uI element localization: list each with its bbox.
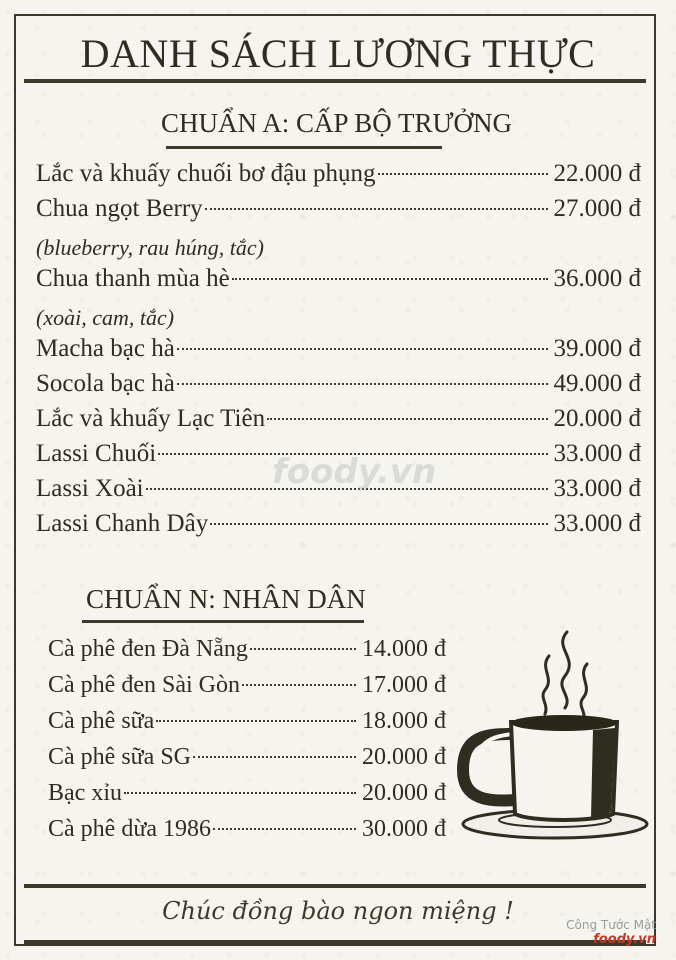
list-item [48, 672, 446, 708]
dot-leader [124, 792, 356, 794]
item-price: 20.000 đ [362, 780, 446, 806]
item-price: 33.000 đ [553, 510, 641, 537]
title-divider [24, 79, 646, 83]
menu-title: DANH SÁCH LƯƠNG THỰC [80, 31, 596, 76]
list-item [36, 265, 641, 300]
list-item [36, 195, 641, 230]
item-name: Cà phê đen Sài Gòn [48, 672, 240, 698]
item-name: Chua thanh mùa hè [36, 265, 230, 292]
list-item [48, 636, 446, 672]
item-name: Cà phê dừa 1986 [48, 816, 211, 842]
item-note: (xoài, cam, tắc) [36, 305, 175, 330]
list-item [36, 370, 641, 405]
item-price: 22.000 đ [553, 160, 641, 187]
dot-leader [210, 523, 547, 525]
item-name: Lắc và khuấy Lạc Tiên [36, 405, 266, 432]
item-name: Cà phê sữa SG [48, 744, 191, 770]
footer-divider-top [24, 884, 646, 888]
item-price: 14.000 đ [362, 636, 446, 662]
dot-leader [213, 828, 356, 830]
item-price: 33.000 đ [553, 475, 641, 502]
item-name: Cà phê đen Đà Nẵng [48, 636, 248, 662]
list-item [48, 780, 446, 816]
dot-leader [242, 684, 356, 686]
item-price: 20.000 đ [553, 405, 641, 432]
item-name: Lắc và khuấy chuối bơ đậu phụng [36, 160, 376, 187]
item-price: 17.000 đ [362, 672, 446, 698]
list-item [48, 816, 446, 852]
item-name: Chua ngọt Berry [36, 195, 203, 222]
dot-leader [205, 208, 548, 210]
watermark-caption: Công Tước Mật [566, 918, 656, 932]
dot-leader [177, 348, 548, 350]
watermark-brand: foody.vn [593, 932, 656, 947]
list-item [36, 335, 641, 370]
item-note: (blueberry, rau húng, tắc) [36, 235, 264, 260]
dot-leader [156, 720, 356, 722]
item-price: 20.000 đ [362, 744, 446, 770]
dot-leader [378, 173, 548, 175]
closing-message: Chúc đồng bào ngon miệng ! [162, 897, 514, 925]
list-item [36, 405, 641, 440]
item-price: 27.000 đ [553, 195, 641, 222]
dot-leader [232, 278, 548, 280]
item-name: Cà phê sữa [48, 708, 155, 734]
item-price: 49.000 đ [553, 370, 641, 397]
dot-leader [250, 648, 356, 650]
section-a-rule [166, 146, 442, 149]
dot-leader [177, 383, 548, 385]
item-name: Lassi Chuối [36, 440, 157, 467]
item-price: 39.000 đ [553, 335, 641, 362]
list-item [48, 744, 446, 780]
section-a-heading: CHUẨN A: CẤP BỘ TRƯỞNG [161, 108, 512, 138]
item-name: Lassi Chanh Dây [36, 510, 209, 537]
watermark-corner [566, 918, 656, 947]
section-n-list [48, 636, 446, 852]
item-name: Macha bạc hà [36, 335, 175, 362]
list-item [48, 708, 446, 744]
item-name: Bạc xỉu [48, 780, 122, 806]
dot-leader [193, 756, 356, 758]
dot-leader [267, 418, 547, 420]
item-price: 33.000 đ [553, 440, 641, 467]
list-item [36, 160, 641, 195]
coffee-cup-icon [455, 624, 655, 844]
watermark-logo: foody.vn [272, 452, 437, 492]
section-n-rule [82, 620, 364, 623]
list-item [36, 510, 641, 545]
item-price: 30.000 đ [362, 816, 446, 842]
item-price: 18.000 đ [362, 708, 446, 734]
section-n-heading: CHUẨN N: NHÂN DÂN [86, 584, 366, 614]
item-name: Socola bạc hà [36, 370, 175, 397]
item-price: 36.000 đ [553, 265, 641, 292]
footer-divider-bottom [24, 940, 646, 944]
item-name: Lassi Xoài [36, 475, 144, 502]
